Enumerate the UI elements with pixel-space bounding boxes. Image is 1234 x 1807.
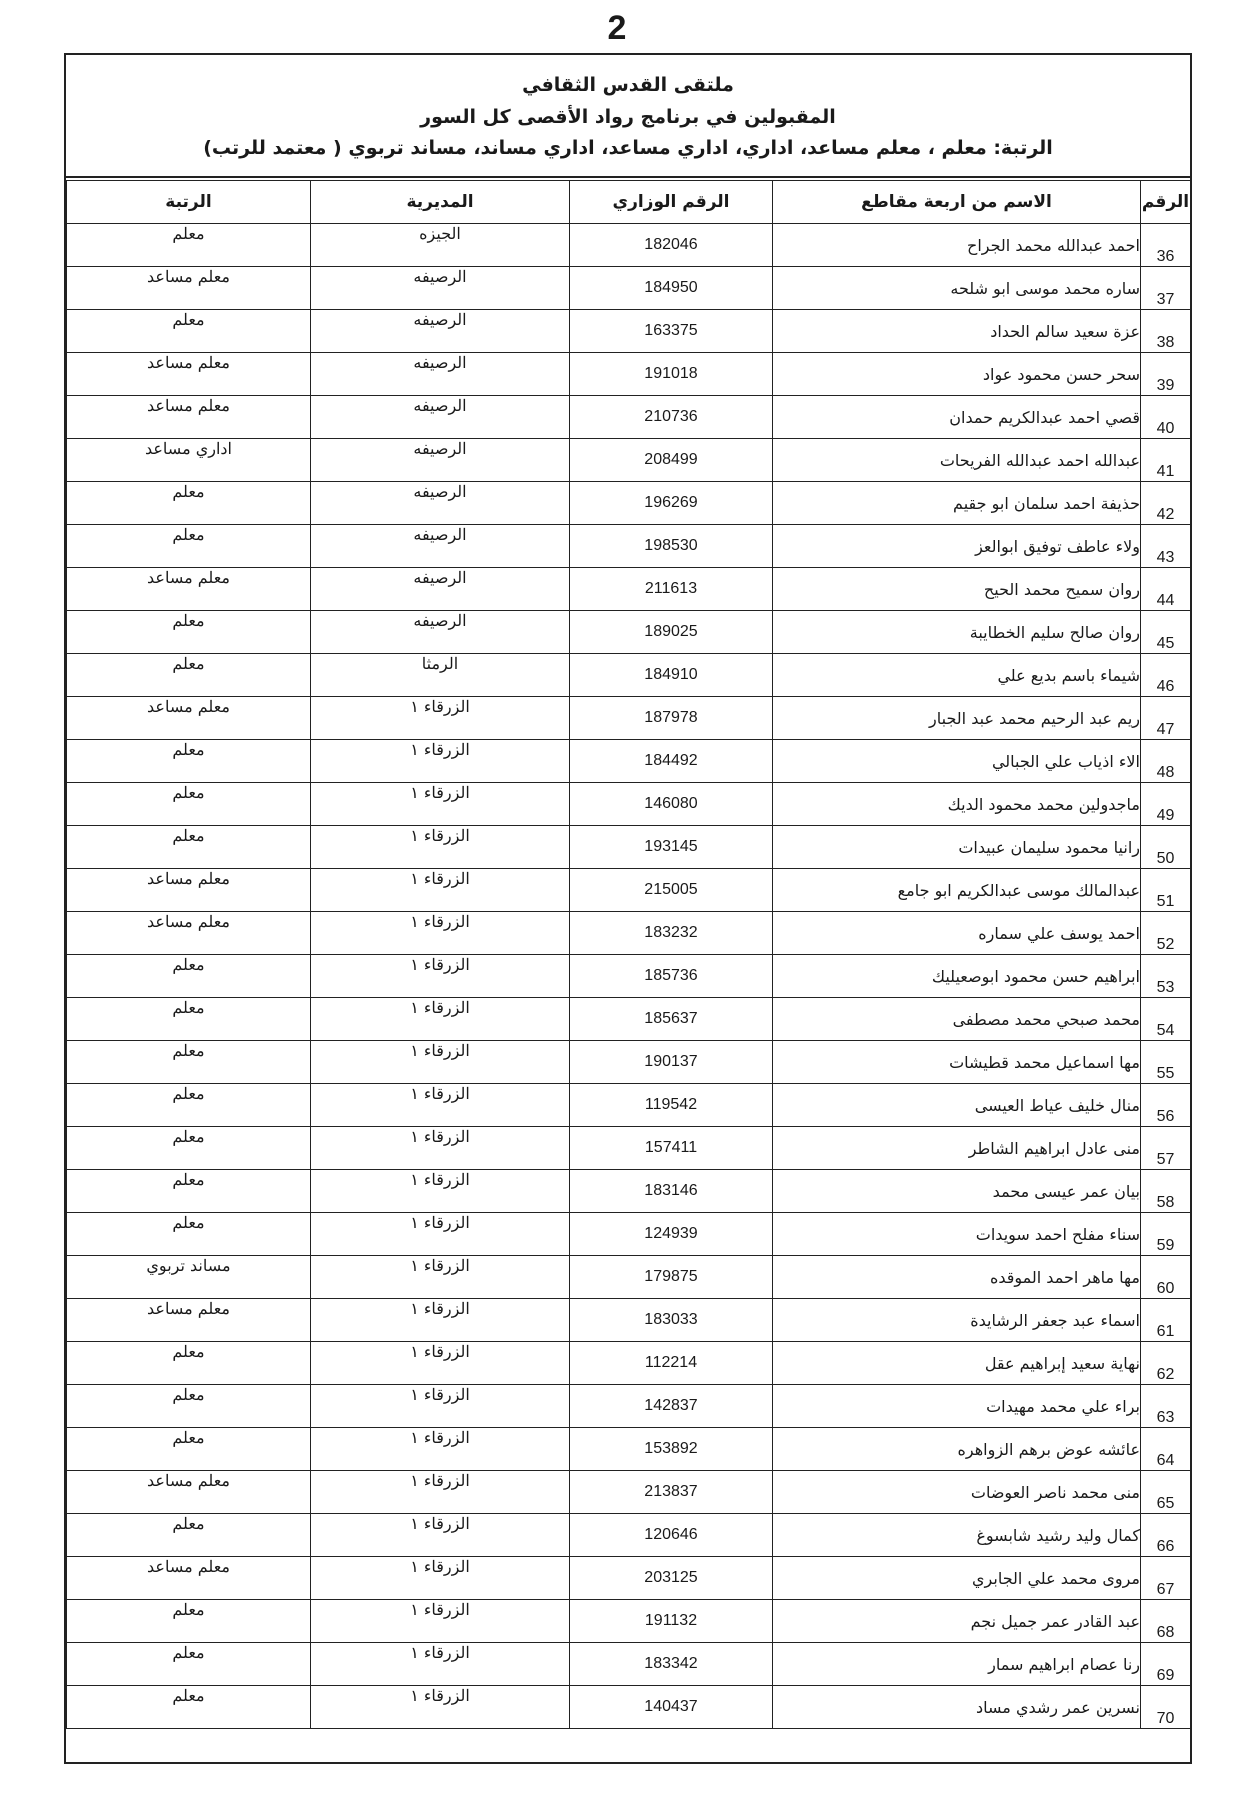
ministry-id: 153892 — [570, 1428, 773, 1471]
directorate: الزرقاء ١ — [311, 869, 570, 912]
row-number: 53 — [1141, 955, 1191, 998]
row-number: 54 — [1141, 998, 1191, 1041]
table-row — [67, 1170, 1191, 1213]
directorate: الزرقاء ١ — [311, 912, 570, 955]
ministry-id: 179875 — [570, 1256, 773, 1299]
table-row — [67, 439, 1191, 482]
table-row — [67, 740, 1191, 783]
directorate: الزرقاء ١ — [311, 740, 570, 783]
directorate: الزرقاء ١ — [311, 1299, 570, 1342]
row-number: 59 — [1141, 1213, 1191, 1256]
directorate: الزرقاء ١ — [311, 697, 570, 740]
table-row — [67, 1256, 1191, 1299]
ministry-id: 140437 — [570, 1686, 773, 1729]
row-number: 50 — [1141, 826, 1191, 869]
ministry-id: 183146 — [570, 1170, 773, 1213]
rank: معلم — [67, 525, 311, 568]
rank-criteria: الرتبة: معلم ، معلم مساعد، اداري، اداري مساعد، اداري مساند، مساند تربوي ( معتمد للرتب) — [203, 137, 1053, 159]
directorate: الرصيفه — [311, 439, 570, 482]
table-row — [67, 912, 1191, 955]
rank: معلم — [67, 1428, 311, 1471]
table-row — [67, 482, 1191, 525]
row-number: 67 — [1141, 1557, 1191, 1600]
row-number: 60 — [1141, 1256, 1191, 1299]
rank: معلم — [67, 1084, 311, 1127]
table-row — [67, 1471, 1191, 1514]
column-header-number: الرقم — [1141, 181, 1191, 224]
table-row — [67, 1643, 1191, 1686]
directorate: الرصيفه — [311, 267, 570, 310]
table-row — [67, 1213, 1191, 1256]
table-row — [67, 1428, 1191, 1471]
rank: معلم مساعد — [67, 353, 311, 396]
row-number: 52 — [1141, 912, 1191, 955]
ministry-id: 210736 — [570, 396, 773, 439]
column-header-directorate: المديرية — [311, 181, 570, 224]
table-row — [67, 1084, 1191, 1127]
rank: معلم مساعد — [67, 568, 311, 611]
rank: معلم — [67, 783, 311, 826]
directorate: الزرقاء ١ — [311, 1385, 570, 1428]
document-header — [66, 55, 1190, 178]
person-name: براء علي محمد مهيدات — [773, 1385, 1141, 1428]
table-row — [67, 353, 1191, 396]
ministry-id: 189025 — [570, 611, 773, 654]
ministry-id: 191018 — [570, 353, 773, 396]
ministry-id: 146080 — [570, 783, 773, 826]
row-number: 38 — [1141, 310, 1191, 353]
row-number: 69 — [1141, 1643, 1191, 1686]
ministry-id: 157411 — [570, 1127, 773, 1170]
person-name: منى عادل ابراهيم الشاطر — [773, 1127, 1141, 1170]
rank: معلم — [67, 1643, 311, 1686]
row-number: 36 — [1141, 224, 1191, 267]
row-number: 47 — [1141, 697, 1191, 740]
person-name: حذيفة احمد سلمان ابو جقيم — [773, 482, 1141, 525]
directorate: الزرقاء ١ — [311, 955, 570, 998]
directorate: الزرقاء ١ — [311, 1170, 570, 1213]
table-row — [67, 783, 1191, 826]
rank: معلم — [67, 611, 311, 654]
row-number: 51 — [1141, 869, 1191, 912]
row-number: 65 — [1141, 1471, 1191, 1514]
program-title: المقبولين في برنامج رواد الأقصى كل السور — [420, 106, 836, 128]
row-number: 61 — [1141, 1299, 1191, 1342]
accepted-roster-table — [66, 180, 1191, 1729]
ministry-id: 193145 — [570, 826, 773, 869]
ministry-id: 191132 — [570, 1600, 773, 1643]
person-name: ابراهيم حسن محمود ابوصعيليك — [773, 955, 1141, 998]
directorate: الزرقاء ١ — [311, 1127, 570, 1170]
directorate: الزرقاء ١ — [311, 1428, 570, 1471]
person-name: ريم عبد الرحيم محمد عبد الجبار — [773, 697, 1141, 740]
row-number: 55 — [1141, 1041, 1191, 1084]
rank: معلم — [67, 1514, 311, 1557]
person-name: مروى محمد علي الجابري — [773, 1557, 1141, 1600]
person-name: عائشه عوض برهم الزواهره — [773, 1428, 1141, 1471]
table-row — [67, 611, 1191, 654]
directorate: الزرقاء ١ — [311, 826, 570, 869]
row-number: 58 — [1141, 1170, 1191, 1213]
directorate: الزرقاء ١ — [311, 783, 570, 826]
row-number: 39 — [1141, 353, 1191, 396]
ministry-id: 183232 — [570, 912, 773, 955]
table-row — [67, 1385, 1191, 1428]
row-number: 66 — [1141, 1514, 1191, 1557]
table-row — [67, 310, 1191, 353]
rank: معلم مساعد — [67, 267, 311, 310]
person-name: ماجدولين محمد محمود الديك — [773, 783, 1141, 826]
ministry-id: 182046 — [570, 224, 773, 267]
person-name: مها ماهر احمد الموقده — [773, 1256, 1141, 1299]
ministry-id: 112214 — [570, 1342, 773, 1385]
row-number: 37 — [1141, 267, 1191, 310]
directorate: الرصيفه — [311, 396, 570, 439]
table-row — [67, 1299, 1191, 1342]
directorate: الجيزه — [311, 224, 570, 267]
rank: معلم مساعد — [67, 697, 311, 740]
person-name: عبدالمالك موسى عبدالكريم ابو جامع — [773, 869, 1141, 912]
table-row — [67, 267, 1191, 310]
person-name: مها اسماعيل محمد قطيشات — [773, 1041, 1141, 1084]
table-header-row — [67, 181, 1191, 224]
rank: معلم — [67, 1686, 311, 1729]
directorate: الزرقاء ١ — [311, 1342, 570, 1385]
row-number: 45 — [1141, 611, 1191, 654]
rank: معلم — [67, 1041, 311, 1084]
rank: معلم — [67, 654, 311, 697]
table-row — [67, 697, 1191, 740]
table-row — [67, 955, 1191, 998]
table-row — [67, 1127, 1191, 1170]
rank: معلم — [67, 1213, 311, 1256]
row-number: 42 — [1141, 482, 1191, 525]
person-name: ساره محمد موسى ابو شلحه — [773, 267, 1141, 310]
ministry-id: 124939 — [570, 1213, 773, 1256]
person-name: الاء اذياب علي الجبالي — [773, 740, 1141, 783]
rank: معلم — [67, 1342, 311, 1385]
directorate: الزرقاء ١ — [311, 1557, 570, 1600]
table-row — [67, 1514, 1191, 1557]
person-name: رنا عصام ابراهيم سمار — [773, 1643, 1141, 1686]
rank: معلم مساعد — [67, 1299, 311, 1342]
person-name: احمد عبدالله محمد الجراح — [773, 224, 1141, 267]
directorate: الزرقاء ١ — [311, 1471, 570, 1514]
person-name: بيان عمر عيسى محمد — [773, 1170, 1141, 1213]
row-number: 62 — [1141, 1342, 1191, 1385]
directorate: الرصيفه — [311, 353, 570, 396]
rank: معلم مساعد — [67, 1471, 311, 1514]
rank: معلم — [67, 955, 311, 998]
ministry-id: 119542 — [570, 1084, 773, 1127]
row-number: 43 — [1141, 525, 1191, 568]
row-number: 68 — [1141, 1600, 1191, 1643]
ministry-id: 211613 — [570, 568, 773, 611]
ministry-id: 163375 — [570, 310, 773, 353]
column-header-ministry-id: الرقم الوزاري — [570, 181, 773, 224]
directorate: الزرقاء ١ — [311, 1256, 570, 1299]
directorate: الزرقاء ١ — [311, 1514, 570, 1557]
table-row — [67, 1041, 1191, 1084]
directorate: الرمثا — [311, 654, 570, 697]
directorate: الرصيفه — [311, 611, 570, 654]
rank: معلم — [67, 1600, 311, 1643]
person-name: قصي احمد عبدالكريم حمدان — [773, 396, 1141, 439]
table-row — [67, 998, 1191, 1041]
directorate: الرصيفه — [311, 482, 570, 525]
ministry-id: 184950 — [570, 267, 773, 310]
rank: اداري مساعد — [67, 439, 311, 482]
table-row — [67, 525, 1191, 568]
ministry-id: 203125 — [570, 1557, 773, 1600]
table-row — [67, 1557, 1191, 1600]
rank: معلم مساعد — [67, 396, 311, 439]
row-number: 70 — [1141, 1686, 1191, 1729]
table-row — [67, 1686, 1191, 1729]
table-row — [67, 396, 1191, 439]
person-name: منى محمد ناصر العوضات — [773, 1471, 1141, 1514]
table-row — [67, 826, 1191, 869]
directorate: الزرقاء ١ — [311, 1686, 570, 1729]
ministry-id: 196269 — [570, 482, 773, 525]
row-number: 57 — [1141, 1127, 1191, 1170]
ministry-id: 120646 — [570, 1514, 773, 1557]
row-number: 44 — [1141, 568, 1191, 611]
rank: معلم — [67, 1385, 311, 1428]
rank: معلم مساعد — [67, 869, 311, 912]
person-name: احمد يوسف علي سماره — [773, 912, 1141, 955]
directorate: الزرقاء ١ — [311, 1643, 570, 1686]
ministry-id: 184910 — [570, 654, 773, 697]
person-name: عبد القادر عمر جميل نجم — [773, 1600, 1141, 1643]
ministry-id: 183342 — [570, 1643, 773, 1686]
person-name: عبدالله احمد عبدالله الفريحات — [773, 439, 1141, 482]
row-number: 64 — [1141, 1428, 1191, 1471]
rank: معلم — [67, 1127, 311, 1170]
roster-sheet — [64, 53, 1192, 1764]
directorate: الزرقاء ١ — [311, 1213, 570, 1256]
page-number: 2 — [607, 9, 627, 47]
directorate: الزرقاء ١ — [311, 1041, 570, 1084]
rank: معلم مساعد — [67, 912, 311, 955]
directorate: الرصيفه — [311, 310, 570, 353]
table-row — [67, 1600, 1191, 1643]
person-name: اسماء عبد جعفر الرشايدة — [773, 1299, 1141, 1342]
person-name: شيماء باسم بديع علي — [773, 654, 1141, 697]
ministry-id: 198530 — [570, 525, 773, 568]
ministry-id: 142837 — [570, 1385, 773, 1428]
ministry-id: 185637 — [570, 998, 773, 1041]
row-number: 40 — [1141, 396, 1191, 439]
table-row — [67, 568, 1191, 611]
row-number: 49 — [1141, 783, 1191, 826]
person-name: محمد صبحي محمد مصطفى — [773, 998, 1141, 1041]
person-name: روان سميح محمد الحيح — [773, 568, 1141, 611]
directorate: الزرقاء ١ — [311, 1084, 570, 1127]
person-name: رانيا محمود سليمان عبيدات — [773, 826, 1141, 869]
table-body — [67, 224, 1191, 1729]
person-name: سحر حسن محمود عواد — [773, 353, 1141, 396]
table-row — [67, 869, 1191, 912]
rank: معلم — [67, 826, 311, 869]
row-number: 46 — [1141, 654, 1191, 697]
directorate: الرصيفه — [311, 525, 570, 568]
table-row — [67, 654, 1191, 697]
directorate: الزرقاء ١ — [311, 1600, 570, 1643]
rank: معلم — [67, 1170, 311, 1213]
ministry-id: 187978 — [570, 697, 773, 740]
person-name: روان صالح سليم الخطايبة — [773, 611, 1141, 654]
ministry-id: 184492 — [570, 740, 773, 783]
rank: معلم — [67, 310, 311, 353]
ministry-id: 183033 — [570, 1299, 773, 1342]
table-row — [67, 1342, 1191, 1385]
person-name: سناء مفلح احمد سويدات — [773, 1213, 1141, 1256]
rank: معلم — [67, 998, 311, 1041]
person-name: منال خليف عياط العيسى — [773, 1084, 1141, 1127]
row-number: 41 — [1141, 439, 1191, 482]
ministry-id: 208499 — [570, 439, 773, 482]
ministry-id: 213837 — [570, 1471, 773, 1514]
organization-title: ملتقى القدس الثقافي — [522, 74, 734, 96]
person-name: نهاية سعيد إبراهيم عقل — [773, 1342, 1141, 1385]
rank: مساند تربوي — [67, 1256, 311, 1299]
person-name: ولاء عاطف توفيق ابوالعز — [773, 525, 1141, 568]
person-name: كمال وليد رشيد شابسوغ — [773, 1514, 1141, 1557]
column-header-name: الاسم من اربعة مقاطع — [773, 181, 1141, 224]
directorate: الزرقاء ١ — [311, 998, 570, 1041]
rank: معلم — [67, 224, 311, 267]
person-name: نسرين عمر رشدي مساد — [773, 1686, 1141, 1729]
table-row — [67, 224, 1191, 267]
column-header-rank: الرتبة — [67, 181, 311, 224]
person-name: عزة سعيد سالم الحداد — [773, 310, 1141, 353]
rank: معلم — [67, 482, 311, 525]
row-number: 63 — [1141, 1385, 1191, 1428]
rank: معلم مساعد — [67, 1557, 311, 1600]
row-number: 48 — [1141, 740, 1191, 783]
ministry-id: 190137 — [570, 1041, 773, 1084]
directorate: الرصيفه — [311, 568, 570, 611]
ministry-id: 185736 — [570, 955, 773, 998]
row-number: 56 — [1141, 1084, 1191, 1127]
ministry-id: 215005 — [570, 869, 773, 912]
rank: معلم — [67, 740, 311, 783]
